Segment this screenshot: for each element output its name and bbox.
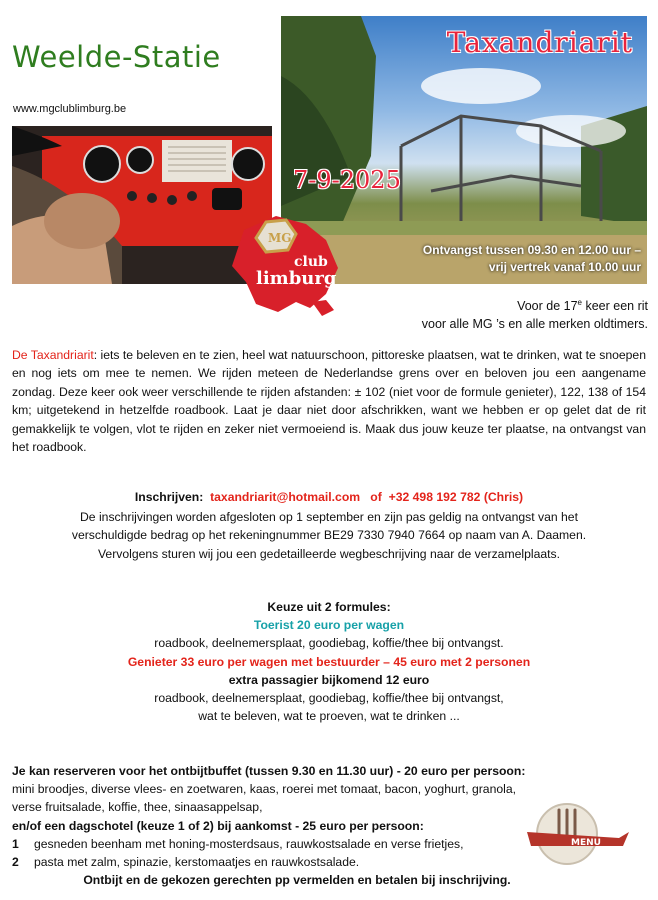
registration-line-3: Vervolgens sturen wij jou een gedetailleerde wegbeschrijving naar de verzamelplaats. (97, 546, 561, 561)
formules-heading: Keuze uit 2 formules: (267, 600, 391, 614)
formule-genieter: Genieter 33 euro per wagen met bestuurder – 45 euro met 2 personen (127, 654, 531, 669)
description-paragraph (12, 346, 646, 456)
formule-genieter-desc-2: wat te beleven, wat te proeven, wat te drinken ... (198, 709, 460, 724)
breakfast-footer: Ontbijt en de gekozen gerechten pp vermelden en betalen bij inschrijving. (83, 873, 511, 888)
description-body: : iets te beleven en te zien, heel wat natuurschoon, pittoreske plaatsen, wat te drinken, wat te snoepen en nog iets om mee te nemen. We rijden meteen de Nederlandse grens over en beloven jou een aangename zondag. Deze keer ook weer verschillende te rijden afstanden: ± 102 (niet voor de formule genieter), 122, 138 of 154 km; uitgetekend in hetzelfde roadbook. Laat je daar niet door afschrikken, want we hebben er op gelet dat de rit gemakkelijk te volgen, vlot te rijden en zeker niet vermoeiend is. Maak dus jouw keuze ter plaatse, na ontvangst van het roadbook. (12, 348, 646, 455)
reception-line-1: Ontvangst tussen 09.30 en 12.00 uur – (422, 243, 641, 257)
formule-extra: extra passagier bijkomend 12 euro (228, 672, 430, 687)
formules-section (0, 598, 658, 725)
logo-text-limburg: limburg (256, 268, 337, 289)
intro-line-1: Voor de 17e keer een rit (517, 298, 648, 314)
menu-badge-icon (523, 802, 633, 866)
registration-line-2: verschuldigde bedrag op het rekeningnummer BE29 7330 7940 7664 op naam van A. Daamen. (71, 528, 587, 543)
mg-club-limburg-logo (226, 210, 346, 318)
registration-line-1: De inschrijvingen worden afgesloten op 1 september en zijn pas geldig na ontvangst van het (80, 510, 578, 524)
intro-line-2: voor alle MG ’s en alle merken oldtimers. (421, 317, 648, 332)
page-title: Weelde-Statie (12, 40, 221, 74)
breakfast-heading: Je kan reserveren voor het ontbijtbuffet (tussen 9.30 en 11.30 uur) - 20 euro per persoon: (12, 764, 526, 778)
registration-email[interactable]: taxandriarit@hotmail.com (210, 490, 361, 504)
dish-text: gesneden beenham met honing-mosterdsaus, rauwkostsalade en verse frietjes, (34, 836, 464, 851)
registration-contact (0, 488, 658, 506)
formule-genieter-desc-1: roadbook, deelnemersplaat, goodiebag, koffie/thee bij ontvangst, (154, 691, 504, 706)
logo-text-club: club (294, 254, 328, 270)
photo-title: Taxandriarit (446, 26, 633, 59)
dish-heading: en/of een dagschotel (keuze 1 of 2) bij aankomst - 25 euro per persoon: (12, 818, 424, 833)
reception-time (423, 242, 641, 276)
registration-info (0, 508, 658, 563)
formule-toerist: Toerist 20 euro per wagen (253, 618, 405, 633)
registration-phone[interactable]: +32 498 192 782 (Chris) (388, 490, 524, 504)
registration-or: of (370, 490, 382, 504)
breakfast-line-1: mini broodjes, diverse vlees- en zoetwaren, kaas, roerei met tomaat, bacon, yoghurt, granola, (12, 782, 517, 797)
intro-text (422, 294, 648, 333)
dish-number: 2 (12, 855, 19, 870)
formule-toerist-desc: roadbook, deelnemersplaat, goodiebag, koffie/thee bij ontvangst. (154, 636, 504, 651)
menu-badge-label: MENU (571, 838, 601, 848)
dish-number: 1 (12, 836, 19, 851)
description-lead: De Taxandriarit (12, 348, 94, 362)
website-url[interactable]: www.mgclublimburg.be (13, 103, 127, 115)
svg-text:MG: MG (268, 231, 292, 245)
event-date: 7-9-2025 (293, 166, 401, 194)
registration-label: Inschrijven: (134, 490, 204, 504)
dish-text: pasta met zalm, spinazie, kerstomaatjes en rauwkostsalade. (34, 855, 360, 870)
reception-line-2: vrij vertrek vanaf 10.00 uur (488, 260, 641, 274)
breakfast-line-2: verse fruitsalade, koffie, thee, sinaasappelsap, (12, 800, 263, 815)
